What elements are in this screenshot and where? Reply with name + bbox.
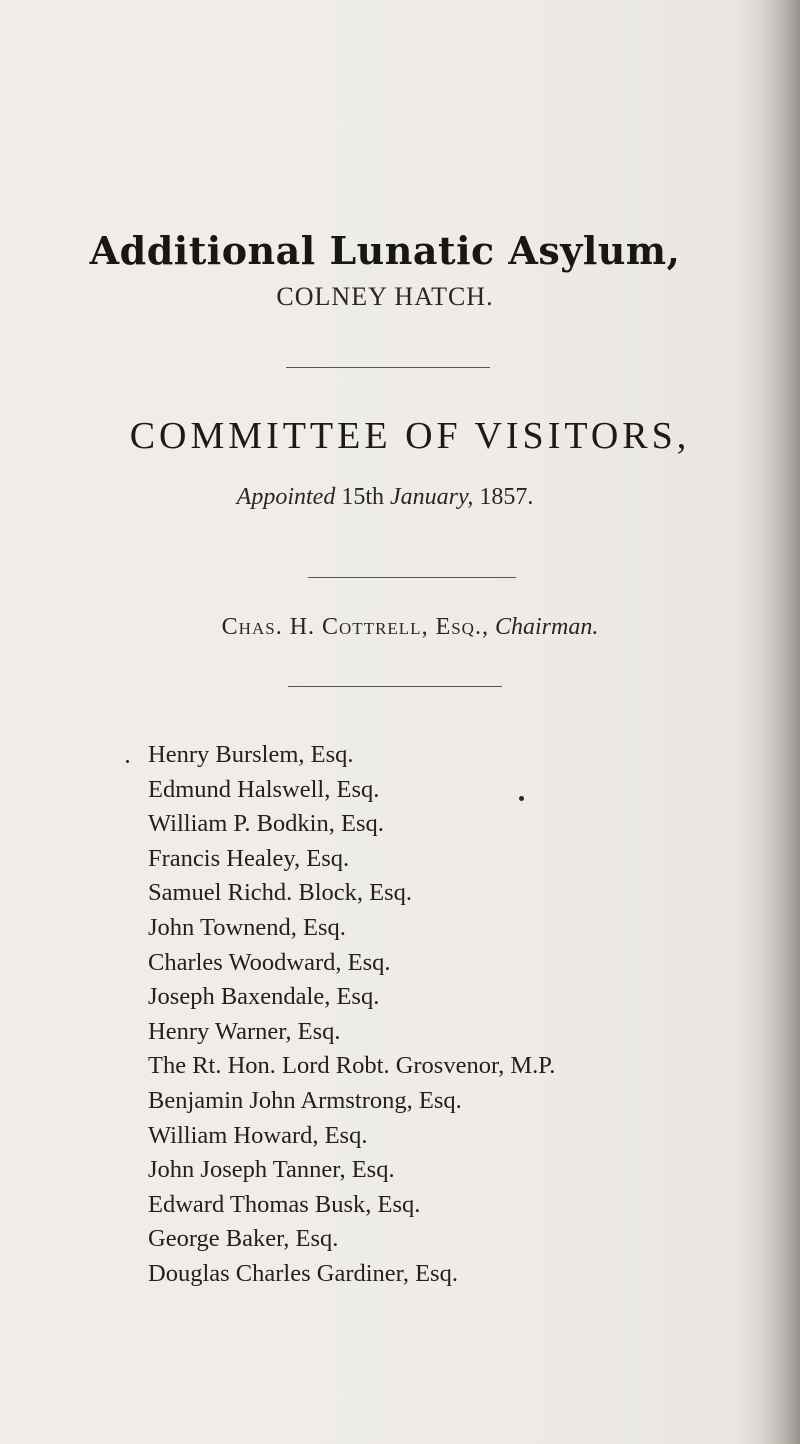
divider-rule-middle <box>308 577 516 578</box>
member-item: Samuel Richd. Block, Esq. <box>148 879 413 907</box>
member-item: Charles Woodward, Esq. <box>148 948 391 976</box>
member-item: John Joseph Tanner, Esq. <box>148 1156 395 1184</box>
member-item: William Howard, Esq. <box>148 1121 368 1149</box>
member-item: George Baker, Esq. <box>148 1225 339 1253</box>
asylum-title: Additional Lunatic Asylum, <box>89 228 681 273</box>
appointment-line <box>0 484 770 511</box>
member-item: Benjamin John Armstrong, Esq. <box>148 1086 462 1114</box>
member-item: William P. Bodkin, Esq. <box>148 810 384 838</box>
location-subtitle: COLNEY HATCH. <box>276 282 494 311</box>
member-item: Henry Burslem, Esq. <box>148 741 354 768</box>
chairman-role: Chairman. <box>494 614 599 640</box>
member-item: Edward Thomas Busk, Esq. <box>148 1190 421 1218</box>
chairman-name: Chas. H. Cottrell, Esq., <box>221 614 489 640</box>
member-item: Francis Healey, Esq. <box>148 844 350 872</box>
appointed-year: 1857. <box>479 484 534 510</box>
divider-rule-bottom <box>288 686 502 687</box>
committee-heading: COMMITTEE OF VISITORS, <box>129 415 691 457</box>
member-list <box>148 738 555 1292</box>
divider-rule-top <box>286 367 490 368</box>
member-item: The Rt. Hon. Lord Robt. Grosvenor, M.P. <box>148 1052 556 1080</box>
member-item: Douglas Charles Gardiner, Esq. <box>148 1259 458 1287</box>
ink-speck <box>126 760 129 763</box>
member-item: Joseph Baxendale, Esq. <box>148 983 380 1011</box>
chairman-line <box>20 614 800 641</box>
appointed-day: 15th <box>341 484 384 510</box>
ink-speck <box>519 796 524 801</box>
member-item: Edmund Halswell, Esq. <box>148 775 380 803</box>
appointed-month: January, <box>390 484 474 510</box>
page-edge-shadow <box>758 0 800 1444</box>
member-item: John Townend, Esq. <box>148 913 346 941</box>
member-item: Henry Warner, Esq. <box>148 1017 341 1045</box>
appointed-prefix: Appointed <box>236 484 336 510</box>
